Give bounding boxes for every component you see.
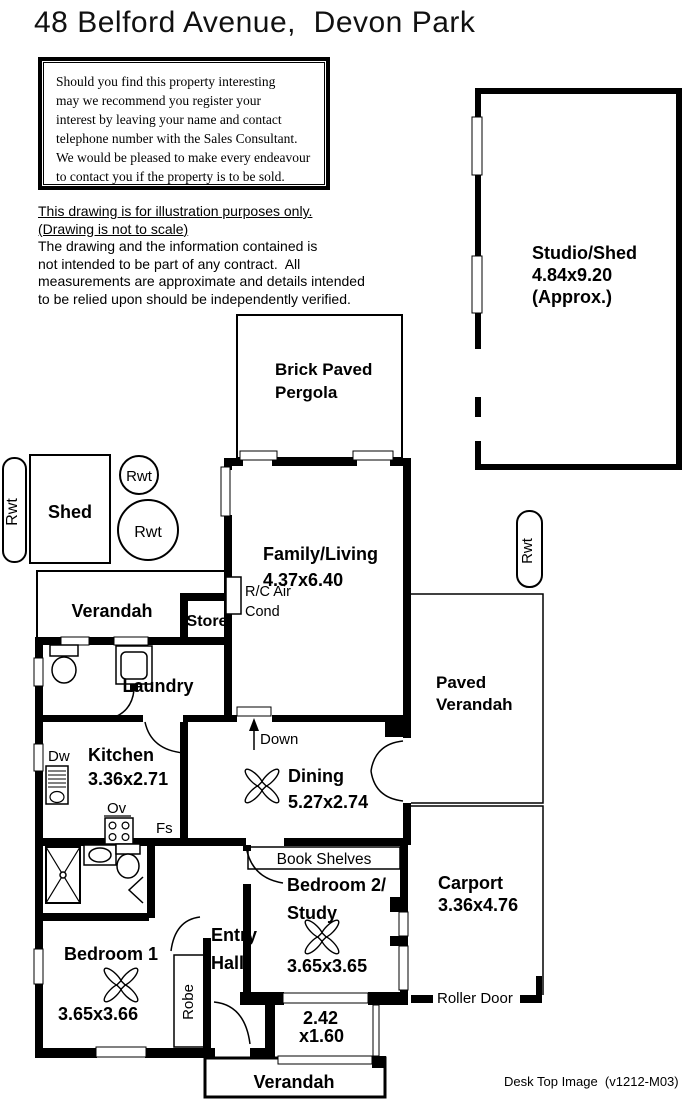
window — [114, 637, 148, 645]
ceiling-fan-bedroom2 — [303, 918, 341, 956]
dw-label: Dw — [48, 748, 70, 765]
pergola-label-1: Brick Paved — [275, 360, 373, 379]
window — [278, 1056, 372, 1064]
door-chevron — [129, 877, 143, 903]
kitchen-sink — [46, 766, 68, 804]
dining-label: Dining — [288, 766, 344, 786]
page-title: 48 Belford Avenue, Devon Park — [34, 6, 476, 39]
window — [373, 1005, 379, 1056]
rwt-label-left: Rwt — [4, 498, 21, 526]
rwt-label-right: Rwt — [519, 538, 536, 564]
fs-label: Fs — [156, 820, 173, 837]
kitchen-dims: 3.36x2.71 — [88, 769, 169, 789]
bedroom2-label-1: Bedroom 2/ — [287, 875, 387, 895]
basin — [84, 845, 116, 865]
studio-shed-label: Studio/Shed — [532, 243, 637, 263]
porch-dims-2: x1.60 — [299, 1026, 345, 1046]
ceiling-fan-dining — [243, 767, 281, 805]
door-arc-french-bottom — [371, 771, 403, 801]
window — [472, 117, 482, 175]
watermark-text: Desk Top Image (v1212-M03) — [504, 1074, 679, 1089]
verandah-nw-label: Verandah — [71, 601, 153, 621]
family-dims: 4.37x6.40 — [263, 570, 344, 590]
shed-label: Shed — [47, 502, 93, 522]
rc-air-label-2: Cond — [245, 604, 280, 620]
bedroom2-dims: 3.65x3.65 — [287, 956, 368, 976]
roller-door-label: Roller Door — [437, 990, 513, 1007]
door-opening — [474, 349, 482, 397]
kitchen-label: Kitchen — [88, 745, 155, 765]
carport-label: Carport — [438, 873, 504, 893]
store-label: Store — [186, 613, 228, 630]
door-opening — [474, 417, 482, 441]
notice-text: Should you find this property interesting may we recommend you register your interest by leaving your name and contact telephone number with the Sales Consultant. We would be pleased to make every endeavour to contact you if the property is to be sold. — [43, 62, 325, 185]
family-label: Family/Living — [263, 544, 379, 564]
window — [61, 637, 89, 645]
window — [34, 658, 43, 686]
dining-dims: 5.27x2.74 — [288, 792, 369, 812]
ceiling-fan-bedroom1 — [102, 966, 140, 1004]
window — [34, 744, 43, 771]
laundry-label: Laundry — [122, 676, 194, 696]
window — [472, 256, 482, 313]
window — [399, 912, 408, 936]
toilet-bath — [116, 844, 140, 878]
book-shelves-label: Book Shelves — [276, 851, 372, 868]
door-arc-french-top — [371, 741, 403, 771]
window — [283, 993, 368, 1003]
cooktop — [105, 818, 133, 844]
rwt-label-small: Rwt — [126, 468, 152, 485]
rc-air-label-1: R/C Air — [245, 584, 291, 600]
robe-label: Robe — [180, 984, 197, 1020]
step-notch — [237, 707, 271, 716]
down-label: Down — [260, 731, 299, 748]
paved-verandah-label-1: Paved — [436, 673, 487, 692]
bedroom1-dims: 3.65x3.66 — [58, 1004, 139, 1024]
window — [221, 467, 230, 516]
door-arc-hall — [171, 917, 200, 951]
window — [399, 946, 408, 990]
toilet-laundry — [50, 645, 78, 683]
bedroom1-label: Bedroom 1 — [64, 944, 159, 964]
bedroom2-label-2: Study — [287, 903, 338, 923]
shower — [46, 847, 80, 903]
entry-label-2: Hall — [211, 953, 245, 973]
door-arc-front — [214, 1002, 250, 1044]
window — [34, 949, 43, 984]
disclaimer-text: This drawing is for illustration purposes only. (Drawing is not to scale) The drawing and the information contained is not intended to be part of any contract. All measurements are approximate and details intended to be relied upon should be independently verified. — [38, 203, 365, 307]
window — [353, 451, 393, 460]
rwt-label-big: Rwt — [134, 524, 162, 541]
porch-dims-1: 2.42 — [303, 1008, 339, 1028]
studio-shed-dims: 4.84x9.20 — [532, 265, 613, 285]
verandah-s-label: Verandah — [253, 1072, 335, 1092]
down-arrow — [249, 718, 259, 750]
entry-label-1: Entry — [211, 925, 258, 945]
labels-layer — [4, 243, 637, 1092]
window — [96, 1047, 146, 1057]
paved-verandah-label-2: Verandah — [436, 695, 513, 714]
ov-label: Ov — [107, 800, 127, 817]
window — [240, 451, 277, 460]
rc-air-unit — [226, 577, 241, 614]
carport-dims: 3.36x4.76 — [438, 895, 519, 915]
studio-shed-approx: (Approx.) — [532, 287, 612, 307]
pergola-label-2: Pergola — [275, 383, 338, 402]
